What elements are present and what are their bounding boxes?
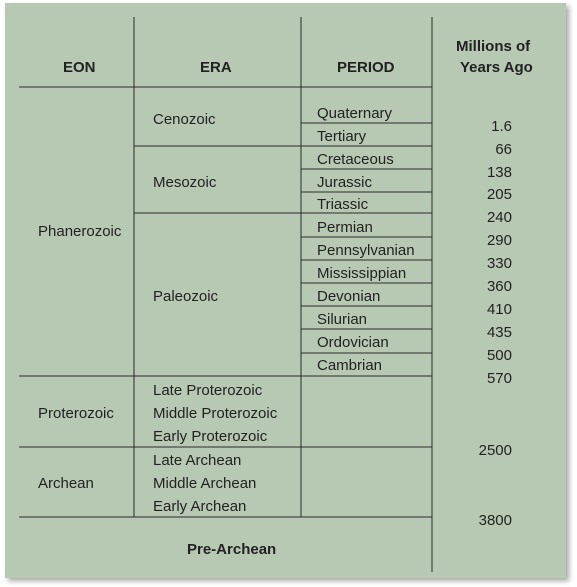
period-mississippian: Mississippian [317, 265, 407, 282]
era-middle-proterozoic: Middle Proterozoic [153, 405, 278, 422]
years-value: 138 [486, 164, 512, 181]
years-value: 2500 [478, 442, 512, 459]
period-ordovician: Ordovician [317, 334, 389, 351]
era-early-proterozoic: Early Proterozoic [153, 428, 268, 445]
years-value: 66 [495, 141, 512, 158]
header-era: ERA [200, 59, 232, 76]
eon-pre-archean: Pre-Archean [187, 541, 277, 558]
header-period: PERIOD [337, 59, 395, 76]
years-value: 330 [486, 255, 512, 272]
period-tertiary: Tertiary [317, 128, 367, 145]
years-value: 205 [486, 186, 512, 203]
period-triassic: Triassic [317, 196, 369, 213]
years-value: 360 [486, 278, 512, 295]
eon-archean: Archean [38, 475, 94, 492]
years-value: 3800 [478, 512, 512, 529]
period-devonian: Devonian [317, 288, 381, 305]
years-value: 410 [486, 301, 512, 318]
table-grid [19, 17, 566, 572]
era-early-archean: Early Archean [153, 498, 247, 515]
period-cretaceous: Cretaceous [317, 151, 394, 168]
geologic-time-table [5, 3, 566, 578]
header-eon: EON [63, 59, 96, 76]
header-years-line2: Years Ago [460, 59, 533, 76]
years-value: 1.6 [491, 118, 512, 135]
period-permian: Permian [317, 219, 373, 236]
years-value: 570 [486, 370, 512, 387]
period-silurian: Silurian [317, 311, 368, 328]
eon-phanerozoic: Phanerozoic [38, 223, 122, 240]
era-paleozoic: Paleozoic [153, 288, 219, 305]
period-quaternary: Quaternary [317, 105, 393, 122]
era-middle-archean: Middle Archean [153, 475, 257, 492]
era-mesozoic: Mesozoic [153, 174, 217, 191]
era-late-archean: Late Archean [153, 452, 242, 469]
era-cenozoic: Cenozoic [153, 111, 216, 128]
years-value: 240 [486, 209, 512, 226]
period-pennsylvanian: Pennsylvanian [317, 242, 415, 259]
period-cambrian: Cambrian [317, 357, 383, 374]
years-value: 290 [486, 232, 512, 249]
years-value: 435 [486, 324, 512, 341]
period-jurassic: Jurassic [317, 174, 373, 191]
eon-proterozoic: Proterozoic [38, 405, 114, 422]
era-late-proterozoic: Late Proterozoic [153, 382, 263, 399]
years-value: 500 [486, 347, 512, 364]
header-years-line1: Millions of [456, 38, 531, 55]
